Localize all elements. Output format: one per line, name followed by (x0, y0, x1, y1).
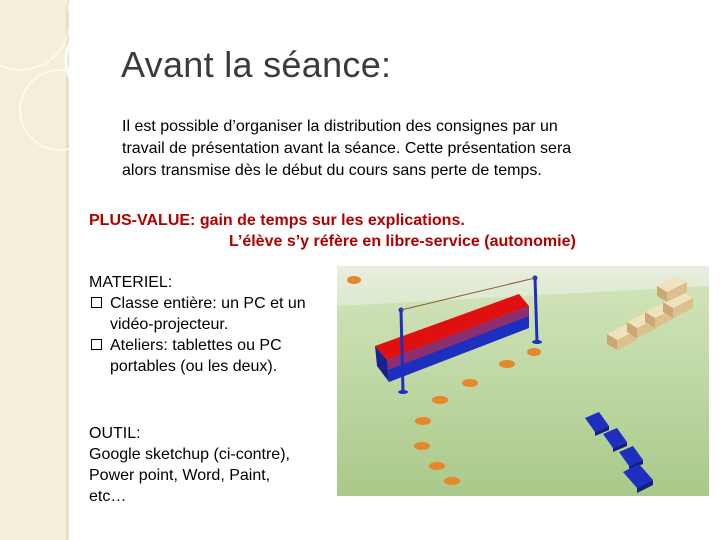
plus-value-line1: PLUS-VALUE: gain de temps sur les explications. (89, 212, 465, 229)
outil-line: etc… (89, 488, 127, 505)
intro-line: Il est possible d’organiser la distribution des consignes par un (122, 118, 558, 135)
intro-paragraph (122, 116, 662, 182)
materiel-section (89, 272, 339, 377)
sketchup-scene-image (337, 266, 709, 496)
materiel-item (89, 293, 339, 335)
outil-heading: OUTIL: (89, 425, 141, 442)
outil-section (89, 423, 339, 507)
intro-line: alors transmise dès le début du cours sans perte de temps. (122, 162, 542, 179)
intro-line: travail de présentation avant la séance. Cette présentation sera (122, 140, 572, 157)
slide-title: Avant la séance: (121, 44, 392, 85)
materiel-item-line: Ateliers: tablettes ou PC (110, 337, 282, 354)
outil-line: Google sketchup (ci-contre), (89, 446, 290, 463)
plus-value-line2: L’élève s’y réfère en libre-service (autonomie) (229, 233, 576, 250)
sketchup-scene-svg (337, 266, 709, 496)
materiel-heading: MATERIEL: (89, 274, 173, 291)
materiel-item-line: vidéo-projecteur. (110, 316, 229, 333)
checkbox-bullet-icon (91, 339, 102, 350)
checkbox-bullet-icon (91, 297, 102, 308)
plus-value-block (89, 210, 709, 252)
outil-line: Power point, Word, Paint, (89, 467, 271, 484)
materiel-item (89, 335, 339, 377)
materiel-item-line: portables (ou les deux). (110, 358, 278, 375)
materiel-item-line: Classe entière: un PC et un (110, 295, 306, 312)
